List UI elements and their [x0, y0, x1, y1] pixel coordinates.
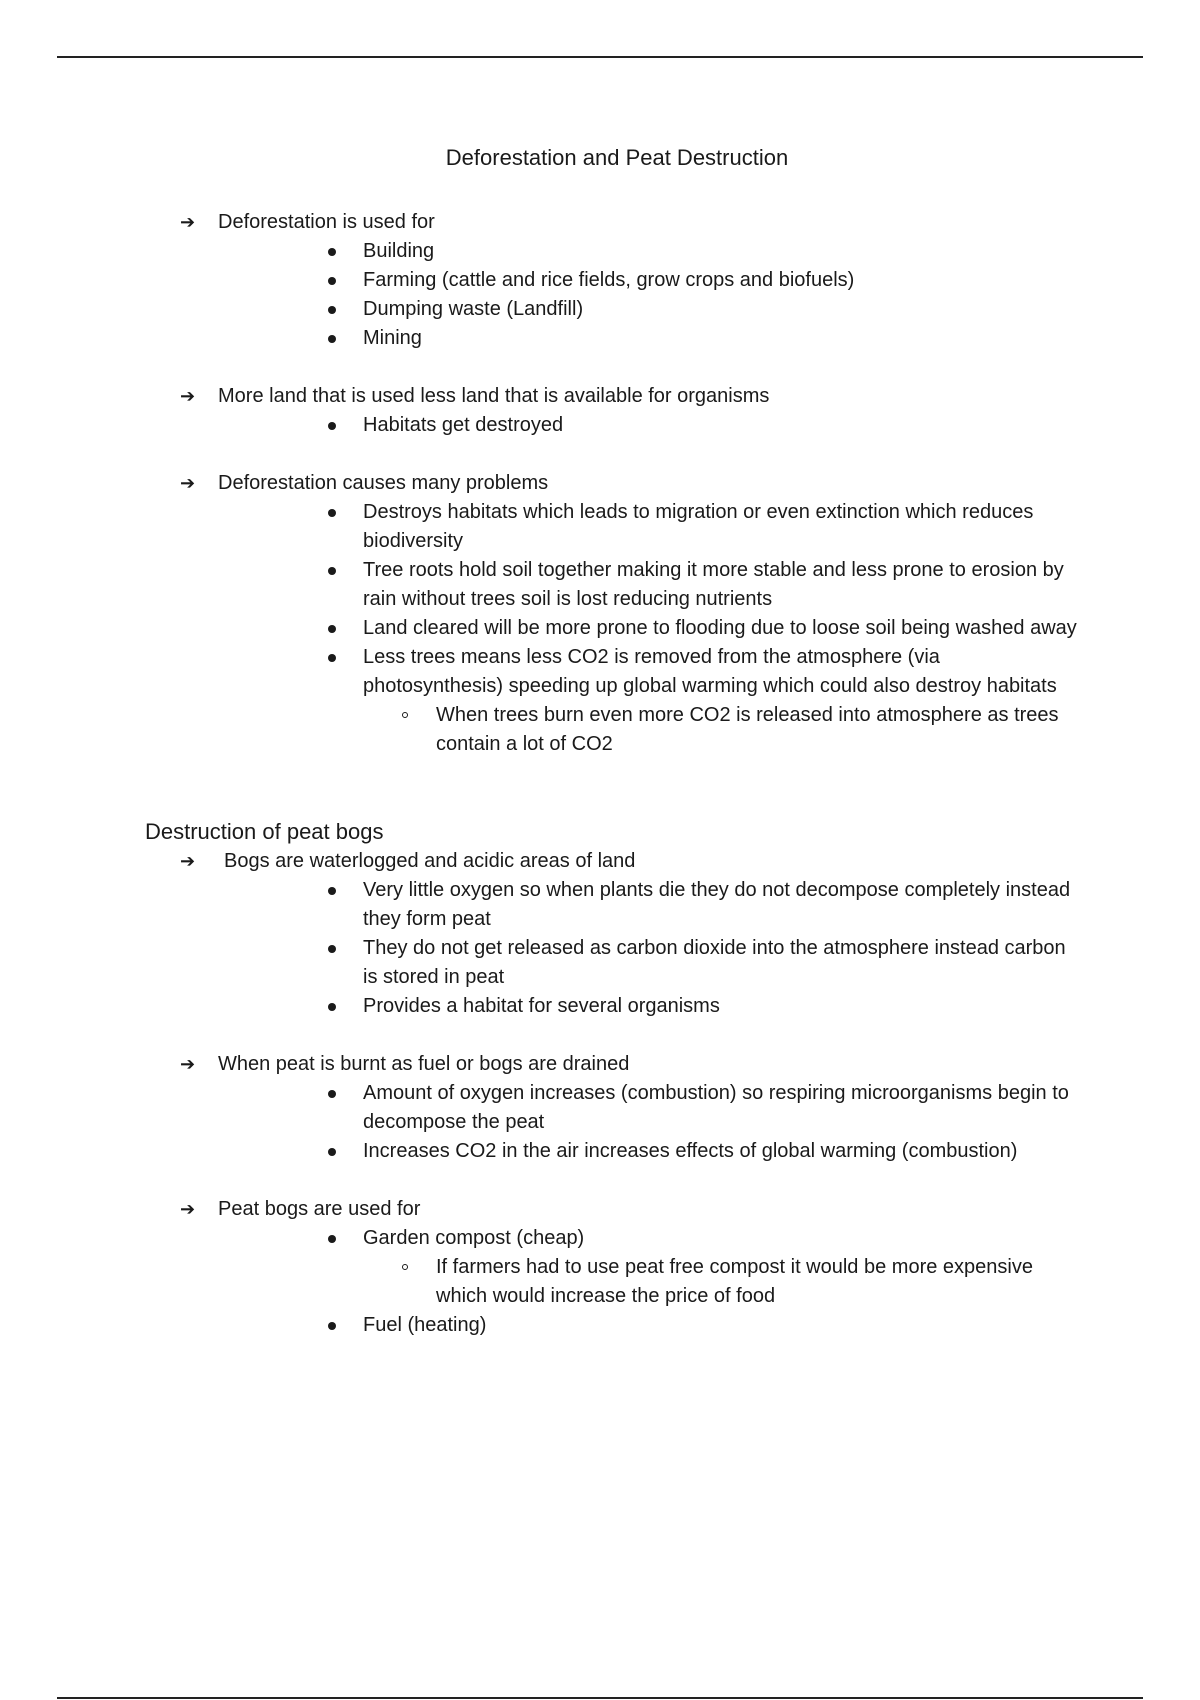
bullet-item	[0, 266, 1200, 295]
arrow-point	[0, 1050, 1200, 1079]
bullet-text: Destroys habitats which leads to migration or even extinction which reduces biodiversity	[363, 501, 1034, 552]
bullet-item	[0, 498, 1200, 556]
bullet-dot-icon	[328, 1148, 336, 1156]
point-block	[0, 1195, 1200, 1340]
bullet-text: Habitats get destroyed	[363, 414, 564, 436]
arrow-point	[0, 208, 1200, 237]
bullet-text: Less trees means less CO2 is removed from the atmosphere (via photosynthesis) speeding up global warming which could also destroy habitats	[363, 646, 1057, 697]
bullet-text: Mining	[363, 327, 422, 349]
page-title: Deforestation and Peat Destruction	[445, 145, 789, 170]
bullet-item	[0, 876, 1200, 934]
bullet-item	[0, 237, 1200, 266]
arrow-point	[0, 382, 1200, 411]
bullet-item	[0, 1311, 1200, 1340]
bullet-text: Fuel (heating)	[363, 1314, 487, 1336]
bullet-text: Farming (cattle and rice fields, grow crops and biofuels)	[363, 269, 855, 291]
bullet-dot-icon	[328, 277, 336, 285]
bullet-dot-icon	[328, 306, 336, 314]
sub-bullet-item	[0, 701, 1200, 759]
bullet-dot-icon	[328, 1235, 336, 1243]
bullet-dot-icon	[328, 1090, 336, 1098]
bullet-item	[0, 324, 1200, 353]
arrow-icon: ➔	[180, 851, 196, 871]
document-body	[0, 208, 1200, 1340]
arrow-icon: ➔	[180, 1054, 196, 1074]
arrow-point	[0, 847, 1200, 876]
point-text: More land that is used less land that is available for organisms	[218, 385, 770, 407]
sub-bullet-text: When trees burn even more CO2 is released into atmosphere as trees contain a lot of CO2	[436, 704, 1059, 755]
arrow-icon: ➔	[180, 473, 196, 493]
arrow-icon: ➔	[180, 386, 196, 406]
bullet-text: Increases CO2 in the air increases effects of global warming (combustion)	[363, 1140, 1018, 1162]
bottom-divider	[57, 1697, 1143, 1699]
bullet-text: Building	[363, 240, 435, 262]
bullet-item	[0, 934, 1200, 992]
point-block	[0, 469, 1200, 759]
bullet-item	[0, 295, 1200, 324]
bullet-dot-icon	[328, 945, 336, 953]
bullet-item	[0, 643, 1200, 701]
arrow-point	[0, 469, 1200, 498]
point-block	[0, 208, 1200, 353]
bullet-text: Provides a habitat for several organisms	[363, 995, 720, 1017]
bullet-dot-icon	[328, 1322, 336, 1330]
point-block	[0, 847, 1200, 1021]
arrow-point	[0, 1195, 1200, 1224]
point-block	[0, 382, 1200, 440]
sub-bullet-item	[0, 1253, 1200, 1311]
section-heading: Destruction of peat bogs	[145, 819, 384, 844]
point-text: Bogs are waterlogged and acidic areas of land	[224, 850, 636, 872]
point-text: Deforestation causes many problems	[218, 472, 549, 494]
bullet-item	[0, 1079, 1200, 1137]
bullet-text: Very little oxygen so when plants die they do not decompose completely instead they form peat	[363, 879, 1071, 930]
bullet-item	[0, 556, 1200, 614]
bullet-dot-icon	[328, 887, 336, 895]
bullet-dot-icon	[328, 335, 336, 343]
top-divider	[57, 56, 1143, 58]
bullet-text: Dumping waste (Landfill)	[363, 298, 584, 320]
arrow-icon: ➔	[180, 212, 196, 232]
hollow-bullet-icon	[402, 712, 408, 718]
arrow-icon: ➔	[180, 1199, 196, 1219]
bullet-item	[0, 1224, 1200, 1253]
bullet-item	[0, 614, 1200, 643]
bullet-text: Tree roots hold soil together making it more stable and less prone to erosion by rain without trees soil is lost reducing nutrients	[363, 559, 1064, 610]
point-text: Peat bogs are used for	[218, 1198, 421, 1220]
bullet-text: Amount of oxygen increases (combustion) so respiring microorganisms begin to decompose the peat	[363, 1082, 1069, 1133]
bullet-dot-icon	[328, 567, 336, 575]
bullet-text: Land cleared will be more prone to flooding due to loose soil being washed away	[363, 617, 1077, 639]
sub-bullet-text: If farmers had to use peat free compost it would be more expensive which would increase the price of food	[436, 1256, 1033, 1307]
point-text: Deforestation is used for	[218, 211, 435, 233]
bullet-item	[0, 411, 1200, 440]
bullet-dot-icon	[328, 248, 336, 256]
bullet-text: They do not get released as carbon dioxide into the atmosphere instead carbon is stored in peat	[363, 937, 1066, 988]
hollow-bullet-icon	[402, 1264, 408, 1270]
bullet-item	[0, 992, 1200, 1021]
bullet-dot-icon	[328, 654, 336, 662]
bullet-text: Garden compost (cheap)	[363, 1227, 585, 1249]
bullet-item	[0, 1137, 1200, 1166]
bullet-dot-icon	[328, 422, 336, 430]
bullet-dot-icon	[328, 625, 336, 633]
point-block	[0, 1050, 1200, 1166]
bullet-dot-icon	[328, 509, 336, 517]
point-text: When peat is burnt as fuel or bogs are drained	[218, 1053, 630, 1075]
bullet-dot-icon	[328, 1003, 336, 1011]
